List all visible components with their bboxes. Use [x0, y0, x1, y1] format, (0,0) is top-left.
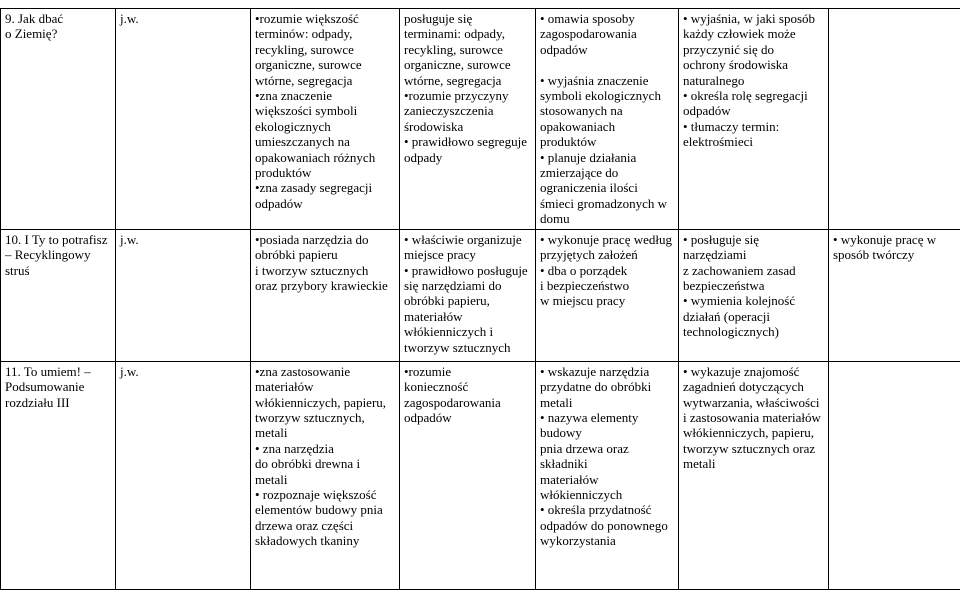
cell-text-line: naturalnego — [683, 73, 824, 88]
cell-text-line: do obróbki drewna i — [255, 456, 395, 471]
requirement-cell-4 — [679, 229, 829, 361]
cell-text-line: struś — [5, 263, 111, 278]
requirement-cell-5 — [829, 9, 960, 230]
cell-text-line: metali — [255, 472, 395, 487]
cell-text-line: obróbki papieru — [255, 247, 395, 262]
cell-text-line: umieszczanych na — [255, 134, 395, 149]
table-row — [1, 9, 960, 230]
cell-text-line: • wykonuje pracę według — [540, 232, 674, 247]
cell-text-line: o Ziemię? — [5, 26, 111, 41]
cell-text-line: większości symboli — [255, 103, 395, 118]
cell-text-line: metali — [540, 395, 674, 410]
cell-text-line: z zachowaniem zasad — [683, 263, 824, 278]
cell-text-line: przyczynić się do — [683, 42, 824, 57]
cell-text-line: każdy człowiek może — [683, 26, 824, 41]
cell-text-line: • tłumaczy termin: — [683, 119, 824, 134]
cell-text-line: wtórne, segregacja — [404, 73, 531, 88]
requirement-cell-2 — [400, 9, 536, 230]
table-row — [1, 229, 960, 361]
cell-text-line: włókienniczych, papieru, — [683, 425, 824, 440]
requirement-cell-3 — [536, 9, 679, 230]
cell-text-line: • określa rolę segregacji — [683, 88, 824, 103]
cell-text-line: wytwarzania, właściwości — [683, 395, 824, 410]
lesson-cell — [1, 361, 116, 589]
cell-text-line — [540, 57, 674, 72]
cell-text-line: tworzyw sztucznych — [404, 340, 531, 355]
requirement-cell-1 — [251, 361, 400, 589]
cell-text-line: recykling, surowce — [255, 42, 395, 57]
cell-text-line: • wyjaśnia, w jaki sposób — [683, 11, 824, 26]
cell-text-line: – Recyklingowy — [5, 247, 111, 262]
requirement-cell-1 — [251, 229, 400, 361]
cell-text-line: elektrośmieci — [683, 134, 824, 149]
cell-text-line: organiczne, surowce — [404, 57, 531, 72]
cell-text-line: • omawia sposoby — [540, 11, 674, 26]
cell-text-line: materiałów — [255, 379, 395, 394]
cell-text-line: •zna zastosowanie — [255, 364, 395, 379]
cell-text-line: ograniczenia ilości — [540, 180, 674, 195]
cell-text-line: • wymienia kolejność — [683, 293, 824, 308]
cell-text-line: materiałów — [404, 309, 531, 324]
cell-text-line: terminów: odpady, — [255, 26, 395, 41]
cell-text-line: • dba o porządek — [540, 263, 674, 278]
cell-text-line: symboli ekologicznych — [540, 88, 674, 103]
cell-text-line: 10. I Ty to potrafisz — [5, 232, 111, 247]
lesson-cell — [1, 229, 116, 361]
cell-text-line: pnia drzewa oraz składniki — [540, 441, 674, 472]
cell-text-line: składowych tkaniny — [255, 533, 395, 548]
cell-text-line: odpadów — [404, 410, 531, 425]
cell-text-line: recykling, surowce — [404, 42, 531, 57]
cell-text-line: i tworzyw sztucznych — [255, 263, 395, 278]
requirement-cell-3 — [536, 361, 679, 589]
cell-text-line: bezpieczeństwa — [683, 278, 824, 293]
cell-text-line: • zna narzędzia — [255, 441, 395, 456]
cell-text-line: miejsce pracy — [404, 247, 531, 262]
cell-text-line: zagadnień dotyczących — [683, 379, 824, 394]
cell-text-line: tworzyw sztucznych, — [255, 410, 395, 425]
curriculum-table — [0, 8, 960, 590]
cell-text-line: • wskazuje narzędzia — [540, 364, 674, 379]
cell-text-line: odpadów do ponownego — [540, 518, 674, 533]
requirement-cell-5 — [829, 229, 960, 361]
cell-text-line: •zna zasady segregacji — [255, 180, 395, 195]
cell-text-line: opakowaniach różnych — [255, 150, 395, 165]
cell-text-line: 11. To umiem! – — [5, 364, 111, 379]
requirement-cell-3 — [536, 229, 679, 361]
cell-text-line: działań (operacji — [683, 309, 824, 324]
requirement-cell-5 — [829, 361, 960, 589]
cell-text-line: odpadów — [255, 196, 395, 211]
cell-text-line: • określa przydatność — [540, 502, 674, 517]
cell-text-line: i zastosowania materiałów — [683, 410, 824, 425]
cell-text-line: stosowanych na — [540, 103, 674, 118]
cell-text-line: •rozumie — [404, 364, 531, 379]
cell-text-line: domu — [540, 211, 674, 226]
cell-text-line: •zna znaczenie — [255, 88, 395, 103]
cell-text-line: sposób twórczy — [833, 247, 956, 262]
cell-text-line: i bezpieczeństwo — [540, 278, 674, 293]
cell-text-line: konieczność — [404, 379, 531, 394]
cell-text-line: zmierzające do — [540, 165, 674, 180]
cell-text-line: zagospodarowania — [404, 395, 531, 410]
cell-text-line: • właściwie organizuje — [404, 232, 531, 247]
lesson-cell — [1, 9, 116, 230]
cell-text-line: • wykonuje pracę w — [833, 232, 956, 247]
cell-text-line: materiałów włókienniczych — [540, 472, 674, 503]
cell-text-line: organiczne, surowce — [255, 57, 395, 72]
cell-text-line: • nazywa elementy budowy — [540, 410, 674, 441]
cell-text-line: • wyjaśnia znaczenie — [540, 73, 674, 88]
cell-text-line: technologicznych) — [683, 324, 824, 339]
cell-text-line: środowiska — [404, 119, 531, 134]
cell-text-line: odpadów — [683, 103, 824, 118]
cell-text-line: śmieci gromadzonych w — [540, 196, 674, 211]
cell-text-line: włókienniczych i — [404, 324, 531, 339]
cell-text-line: rozdziału III — [5, 395, 111, 410]
cell-text-line: opakowaniach produktów — [540, 119, 674, 150]
cell-text-line: • planuje działania — [540, 150, 674, 165]
cell-text-line: •rozumie przyczyny — [404, 88, 531, 103]
cell-text-line: •rozumie większość — [255, 11, 395, 26]
cell-text-line: obróbki papieru, — [404, 293, 531, 308]
cell-text-line: elementów budowy pnia — [255, 502, 395, 517]
cell-text-line: • rozpoznaje większość — [255, 487, 395, 502]
cell-text-line: wykorzystania — [540, 533, 674, 548]
cell-text-line: produktów — [255, 165, 395, 180]
cell-text-line: zagospodarowania — [540, 26, 674, 41]
cell-text-line: ekologicznych — [255, 119, 395, 134]
cell-text-line: •posiada narzędzia do — [255, 232, 395, 247]
cell-text-line: odpadów — [540, 42, 674, 57]
requirement-cell-4 — [679, 9, 829, 230]
cell-text-line: metali — [255, 425, 395, 440]
cell-text-line: oraz przybory krawieckie — [255, 278, 395, 293]
requirement-cell-4 — [679, 361, 829, 589]
requirement-cell-2 — [400, 361, 536, 589]
requirement-cell-1 — [251, 9, 400, 230]
cell-text-line: Podsumowanie — [5, 379, 111, 394]
table-row — [1, 361, 960, 589]
hours-cell: j.w. — [116, 9, 251, 230]
cell-text-line: przydatne do obróbki — [540, 379, 674, 394]
hours-cell: j.w. — [116, 229, 251, 361]
cell-text-line: narzędziami — [683, 247, 824, 262]
cell-text-line: wtórne, segregacja — [255, 73, 395, 88]
cell-text-line: przyjętych założeń — [540, 247, 674, 262]
cell-text-line: terminami: odpady, — [404, 26, 531, 41]
cell-text-line: • prawidłowo posługuje — [404, 263, 531, 278]
cell-text-line: ochrony środowiska — [683, 57, 824, 72]
cell-text-line: drzewa oraz części — [255, 518, 395, 533]
cell-text-line: • prawidłowo segreguje — [404, 134, 531, 149]
hours-cell: j.w. — [116, 361, 251, 589]
cell-text-line: w miejscu pracy — [540, 293, 674, 308]
cell-text-line: metali — [683, 456, 824, 471]
cell-text-line: posługuje się — [404, 11, 531, 26]
cell-text-line: się narzędziami do — [404, 278, 531, 293]
cell-text-line: 9. Jak dbać — [5, 11, 111, 26]
cell-text-line: zanieczyszczenia — [404, 103, 531, 118]
cell-text-line: włókienniczych, papieru, — [255, 395, 395, 410]
cell-text-line: tworzyw sztucznych oraz — [683, 441, 824, 456]
requirement-cell-2 — [400, 229, 536, 361]
cell-text-line: • wykazuje znajomość — [683, 364, 824, 379]
cell-text-line: • posługuje się — [683, 232, 824, 247]
cell-text-line: odpady — [404, 150, 531, 165]
